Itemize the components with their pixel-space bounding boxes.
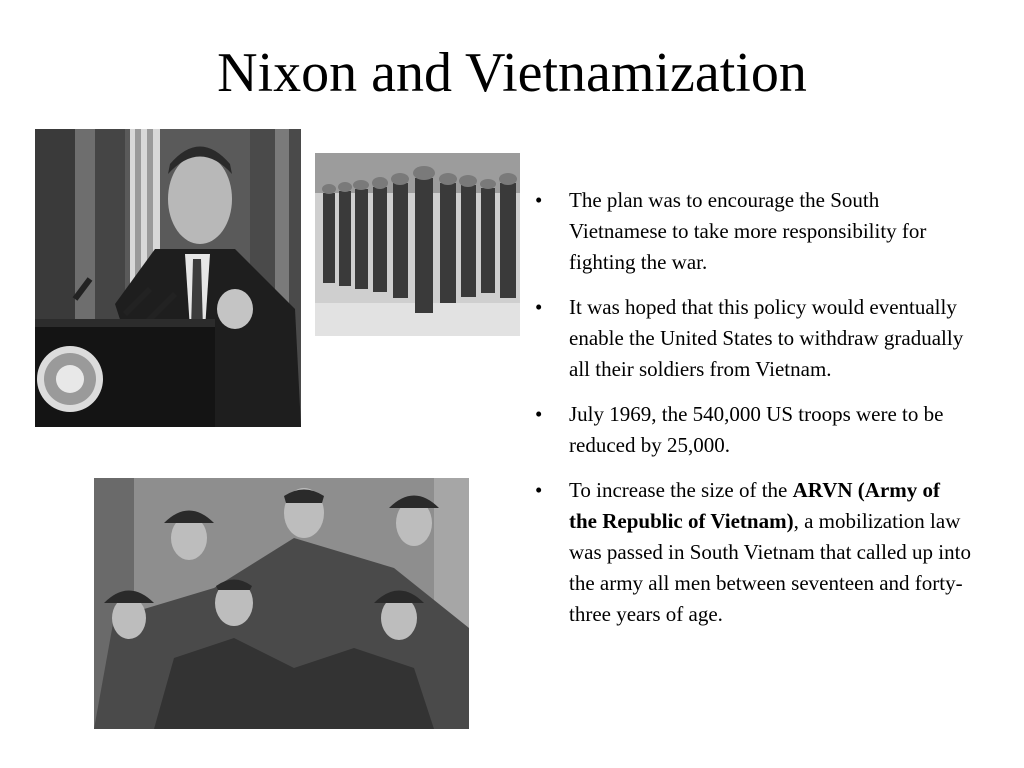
bullet-text-pre: To increase the size of the <box>569 478 793 502</box>
bullet-text: The plan was to encourage the South Vietnamese to take more responsibility for fighting the war. <box>569 188 927 274</box>
slide-title: Nixon and Vietnamization <box>217 42 807 104</box>
soldiers-group-photo <box>94 478 469 729</box>
nixon-podium-photo <box>35 129 301 427</box>
bullet-list <box>533 185 973 644</box>
bullet-text-bold: ARVN (Army of the Republic of Vietnam) <box>569 478 940 533</box>
bullet-marker: • <box>535 478 543 502</box>
bullet-text: July 1969, the 540,000 US troops were to be reduced by 25,000. <box>569 402 944 457</box>
bullet-marker: • <box>535 188 543 212</box>
bullet-item <box>533 292 973 385</box>
bullet-text: It was hoped that this policy would eventually enable the United States to withdraw gradually all their soldiers from Vietnam. <box>569 295 964 381</box>
troops-formation-photo <box>315 153 520 336</box>
bullet-item <box>533 399 973 461</box>
bullet-marker: • <box>535 295 543 319</box>
bullet-text-post: , a mobilization law was passed in South Vietnam that called up into the army all men between seventeen and forty-three years of age. <box>569 509 971 626</box>
bullet-item <box>533 475 973 630</box>
bullet-item <box>533 185 973 278</box>
bullet-marker: • <box>535 402 543 426</box>
